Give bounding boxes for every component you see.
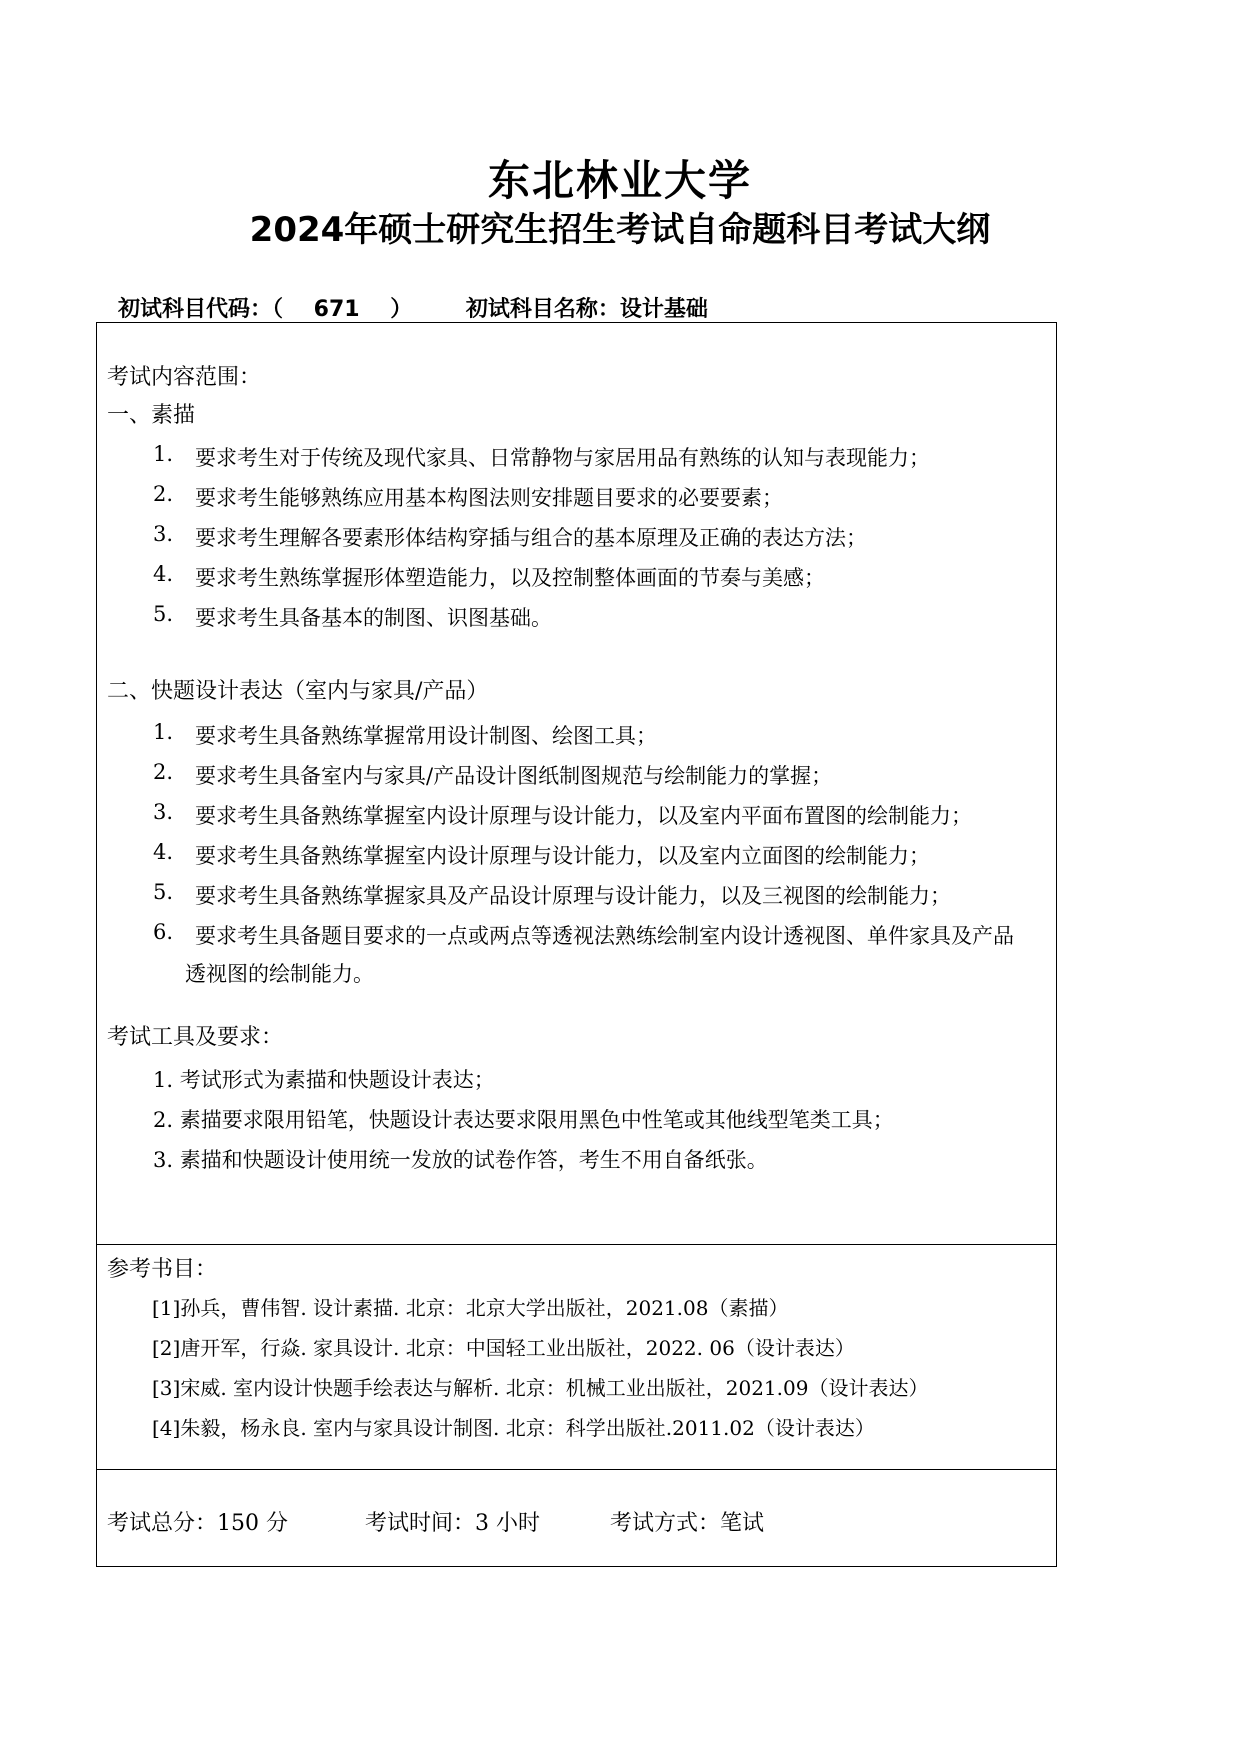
section2-item-num: 4.	[153, 840, 174, 864]
section1-item-num: 2.	[153, 482, 174, 506]
section2-item-text: 要求考生具备熟练掌握常用设计制图、绘图工具；	[195, 724, 657, 748]
total-score: 考试总分：150 分	[107, 1511, 288, 1536]
reference-item: [3]宋威. 室内设计快题手绘表达与解析. 北京：机械工业出版社，2021.09（设计表达）	[152, 1376, 929, 1400]
subject-code-line	[118, 292, 708, 323]
section2-item-num: 1.	[153, 720, 174, 744]
section2-item-num: 3.	[153, 800, 174, 824]
section1-item-num: 5.	[153, 602, 174, 626]
section2-item-continuation: 透视图的绘制能力。	[185, 962, 374, 986]
tools-heading: 考试工具及要求：	[107, 1025, 284, 1050]
section1-item-text: 要求考生能够熟练应用基本构图法则安排题目要求的必要要素；	[195, 486, 783, 510]
code-value: 671	[313, 297, 360, 322]
code-close: ）	[390, 297, 413, 322]
scope-heading: 考试内容范围：	[107, 365, 262, 390]
section2-item-text: 要求考生具备熟练掌握家具及产品设计原理与设计能力，以及三视图的绘制能力；	[195, 884, 951, 908]
section2-item-text: 要求考生具备室内与家具/产品设计图纸制图规范与绘制能力的掌握；	[195, 764, 833, 788]
section1-item-num: 3.	[153, 522, 174, 546]
name-value: 设计基础	[619, 297, 708, 322]
section2-item-num: 2.	[153, 760, 174, 784]
tools-item: 3. 素描和快题设计使用统一发放的试卷作答，考生不用自备纸张。	[153, 1148, 768, 1172]
section1-item-num: 4.	[153, 562, 174, 586]
divider-footer	[96, 1469, 1057, 1470]
section1-item-text: 要求考生具备基本的制图、识图基础。	[195, 606, 552, 630]
section2-item-num: 6.	[153, 920, 174, 944]
section2-item-text: 要求考生具备熟练掌握室内设计原理与设计能力，以及室内平面布置图的绘制能力；	[195, 804, 972, 828]
document-title: 2024年硕士研究生招生考试自命题科目考试大纲	[249, 210, 991, 250]
reference-item: [2]唐开军，行焱. 家具设计. 北京：中国轻工业出版社，2022. 06（设计表达）	[152, 1336, 855, 1360]
section2-item-text: 要求考生具备熟练掌握室内设计原理与设计能力，以及室内立面图的绘制能力；	[195, 844, 930, 868]
tools-item: 2. 素描要求限用铅笔，快题设计表达要求限用黑色中性笔或其他线型笔类工具；	[153, 1108, 894, 1132]
name-label: 初试科目名称：	[465, 297, 620, 322]
code-label: 初试科目代码：（	[118, 297, 284, 322]
references-heading: 参考书目：	[107, 1257, 218, 1282]
section1-item-text: 要求考生理解各要素形体结构穿插与组合的基本原理及正确的表达方法；	[195, 526, 867, 550]
section2-title: 二、快题设计表达（室内与家具/产品）	[107, 679, 489, 704]
reference-item: [4]朱毅，杨永良. 室内与家具设计制图. 北京：科学出版社.2011.02（设计表达）	[152, 1416, 875, 1440]
section2-item-text: 要求考生具备题目要求的一点或两点等透视法熟练绘制室内设计透视图、单件家具及产品	[195, 924, 1014, 948]
reference-item: [1]孙兵，曹伟智. 设计素描. 北京：北京大学出版社，2021.08（素描）	[152, 1296, 789, 1320]
exam-time: 考试时间：3 小时	[365, 1511, 540, 1536]
tools-item: 1. 考试形式为素描和快题设计表达；	[153, 1068, 495, 1092]
university-name: 东北林业大学	[487, 156, 752, 205]
section1-title: 一、素描	[107, 403, 196, 428]
exam-method: 考试方式：笔试	[610, 1511, 765, 1536]
section2-item-num: 5.	[153, 880, 174, 904]
section1-item-text: 要求考生对于传统及现代家具、日常静物与家居用品有熟练的认知与表现能力；	[195, 446, 930, 470]
section1-item-text: 要求考生熟练掌握形体塑造能力，以及控制整体画面的节奏与美感；	[195, 566, 825, 590]
divider-references	[96, 1244, 1057, 1245]
section1-item-num: 1.	[153, 442, 174, 466]
